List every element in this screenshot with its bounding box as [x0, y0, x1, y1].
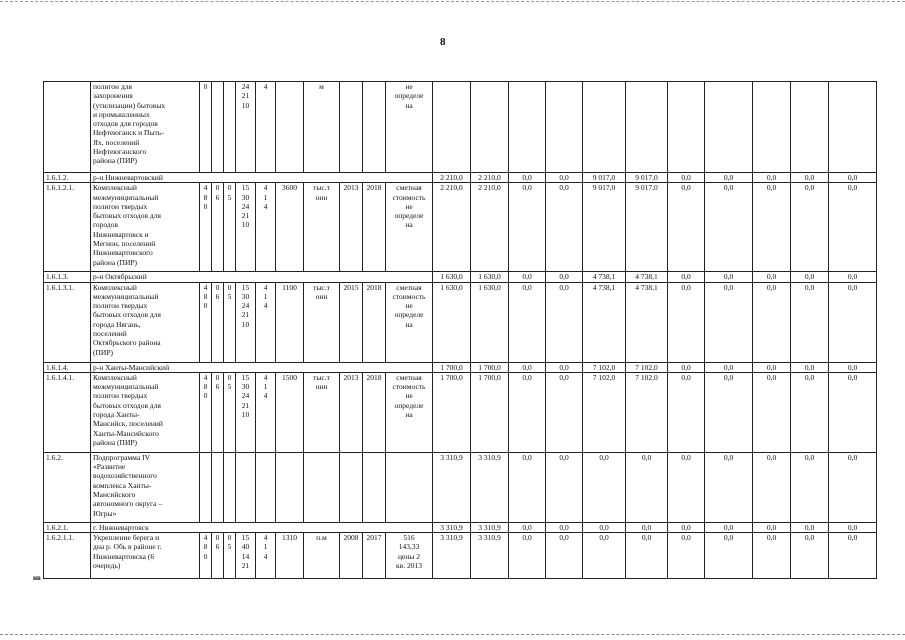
table-row	[44, 372, 877, 452]
row-number-cell: 1.6.1.3.	[44, 272, 91, 282]
amount-cell: 0,0	[668, 173, 705, 183]
amount-cell: 0,0	[583, 522, 626, 532]
amount-cell	[471, 82, 509, 173]
attribute-cell: 4 8 0	[200, 282, 212, 362]
attribute-cell: 1310	[276, 533, 304, 579]
attribute-cell: 2015	[340, 282, 363, 362]
attribute-cell	[236, 452, 256, 522]
amount-cell: 0,0	[791, 282, 829, 362]
attribute-cell: 2013	[340, 183, 363, 272]
amount-cell: 0,0	[509, 173, 546, 183]
amount-cell: 1 700,0	[471, 362, 509, 372]
attribute-cell: 4 1 4	[256, 372, 276, 452]
table-row	[44, 183, 877, 272]
object-name-cell: Комплексный межмуниципальный полигон твердых бытовых отходов для города Ханты- Мансийск, поселений Ханты-Мансийского района (ПИР)	[91, 372, 200, 452]
attribute-cell	[212, 82, 224, 173]
attribute-cell: сметная стоимость не определе на	[386, 282, 433, 362]
object-name-cell: полигон для захоронения (утилизации) бытовых и промышленных отходов для городов Нефтеюганск и Пыть- Ях, поселений Нефтеюганского района (ПИР)	[91, 82, 200, 173]
attribute-cell: 1100	[276, 282, 304, 362]
attribute-cell: 0 6	[212, 183, 224, 272]
attribute-cell: 2018	[363, 282, 386, 362]
amount-cell: 0,0	[791, 452, 829, 522]
amount-cell: 0,0	[546, 522, 583, 532]
amount-cell: 3 310,9	[471, 452, 509, 522]
amount-cell: 3 310,9	[433, 522, 471, 532]
amount-cell: 0,0	[509, 362, 546, 372]
attribute-cell: 2017	[363, 533, 386, 579]
amount-cell: 0,0	[546, 362, 583, 372]
amount-cell: 0,0	[753, 533, 791, 579]
table-body	[44, 82, 877, 579]
amount-cell: 1 630,0	[471, 272, 509, 282]
attribute-cell: сметная стоимость не определе на	[386, 372, 433, 452]
page-number: 8	[440, 36, 446, 48]
amount-cell: 7 102,0	[626, 372, 668, 452]
amount-cell: 0,0	[705, 183, 753, 272]
amount-cell: 0,0	[791, 533, 829, 579]
attribute-cell: 2018	[363, 183, 386, 272]
amount-cell: 0,0	[791, 183, 829, 272]
row-number-cell: 1.6.1.4.	[44, 362, 91, 372]
amount-cell	[626, 82, 668, 173]
amount-cell: 0,0	[753, 173, 791, 183]
attribute-cell: сметная стоимость не определе на	[386, 183, 433, 272]
table-row	[44, 282, 877, 362]
amount-cell: 0,0	[509, 533, 546, 579]
object-name-cell: Подпрограмма IV «Развитие водохозяйственного комплекса Ханты- Мансийского автономного округа – Югры»	[91, 452, 200, 522]
amount-cell: 7 102,0	[626, 362, 668, 372]
attribute-cell: 2008	[340, 533, 363, 579]
amount-cell: 0,0	[705, 452, 753, 522]
amount-cell: 0,0	[668, 522, 705, 532]
attribute-cell	[224, 452, 236, 522]
attribute-cell: 0 5	[224, 282, 236, 362]
amount-cell: 0,0	[509, 522, 546, 532]
attribute-cell: 0 6	[212, 282, 224, 362]
amount-cell: 0,0	[668, 362, 705, 372]
attribute-cell: 0 6	[212, 372, 224, 452]
amount-cell: 1 700,0	[433, 362, 471, 372]
amount-cell: 0,0	[509, 183, 546, 272]
attribute-cell	[304, 452, 340, 522]
attribute-cell: 2018	[363, 372, 386, 452]
table-row	[44, 362, 877, 372]
amount-cell: 1 630,0	[433, 272, 471, 282]
amount-cell: 0,0	[583, 533, 626, 579]
attribute-cell: 516 143,33 цены 2 кв. 2013	[386, 533, 433, 579]
amount-cell: 0,0	[753, 362, 791, 372]
object-name-cell: Укрепление берега и дна р. Обь в районе г. Нижневартовска (6 очередь)	[91, 533, 200, 579]
amount-cell: 0,0	[583, 452, 626, 522]
row-number-cell: 1.6.1.3.1.	[44, 282, 91, 362]
attribute-cell: 0	[200, 82, 212, 173]
amount-cell: 0,0	[668, 183, 705, 272]
amount-cell: 0,0	[829, 272, 877, 282]
amount-cell: 0,0	[668, 452, 705, 522]
amount-cell: 3 310,9	[433, 533, 471, 579]
table-row	[44, 452, 877, 522]
amount-cell: 9 017,0	[626, 183, 668, 272]
amount-cell: 0,0	[546, 173, 583, 183]
amount-cell: 3 310,9	[471, 522, 509, 532]
amount-cell	[509, 82, 546, 173]
amount-cell	[829, 82, 877, 173]
amount-cell: 4 738,1	[583, 272, 626, 282]
amount-cell: 1 700,0	[433, 372, 471, 452]
amount-cell: 0,0	[705, 272, 753, 282]
amount-cell: 1 630,0	[471, 282, 509, 362]
row-number-cell: 1.6.2.1.1.	[44, 533, 91, 579]
amount-cell: 0,0	[668, 272, 705, 282]
attribute-cell: 15 40 14 21	[236, 533, 256, 579]
amount-cell: 0,0	[791, 173, 829, 183]
attribute-cell: м	[304, 82, 340, 173]
amount-cell: 0,0	[546, 272, 583, 282]
amount-cell: 9 017,0	[583, 173, 626, 183]
amount-cell	[753, 82, 791, 173]
amount-cell: 0,0	[705, 282, 753, 362]
amount-cell	[546, 82, 583, 173]
attribute-cell	[363, 452, 386, 522]
attribute-cell	[340, 82, 363, 173]
amount-cell: 0,0	[546, 372, 583, 452]
amount-cell: 0,0	[546, 282, 583, 362]
attribute-cell: 4 1 4	[256, 282, 276, 362]
attribute-cell: 4 8 0	[200, 533, 212, 579]
row-number-cell: 1.6.2.1.	[44, 522, 91, 532]
amount-cell: 0,0	[626, 452, 668, 522]
amount-cell: 7 102,0	[583, 362, 626, 372]
amount-cell: 2 210,0	[471, 173, 509, 183]
object-name-cell: Комплексный межмуниципальный полигон твердых бытовых отходов для города Нягань, поселений Октябрьского района (ПИР)	[91, 282, 200, 362]
attribute-cell: 15 30 24 21 10	[236, 183, 256, 272]
program-table	[43, 81, 877, 579]
amount-cell: 0,0	[829, 183, 877, 272]
attribute-cell: 4	[256, 82, 276, 173]
row-number-cell	[44, 82, 91, 173]
amount-cell	[583, 82, 626, 173]
amount-cell: 0,0	[509, 452, 546, 522]
amount-cell: 0,0	[791, 272, 829, 282]
amount-cell: 0,0	[509, 282, 546, 362]
table-row	[44, 173, 877, 183]
attribute-cell: 0 5	[224, 372, 236, 452]
amount-cell: 0,0	[705, 522, 753, 532]
attribute-cell: 2013	[340, 372, 363, 452]
amount-cell: 0,0	[829, 362, 877, 372]
amount-cell: 0,0	[668, 372, 705, 452]
amount-cell: 0,0	[791, 522, 829, 532]
row-number-cell: 1.6.1.2.1.	[44, 183, 91, 272]
attribute-cell: тыс.т онн	[304, 282, 340, 362]
amount-cell: 0,0	[705, 173, 753, 183]
bottom-scan-edge	[0, 634, 905, 635]
amount-cell: 0,0	[829, 533, 877, 579]
amount-cell: 2 210,0	[433, 173, 471, 183]
row-number-cell: 1.6.2.	[44, 452, 91, 522]
amount-cell: 0,0	[753, 183, 791, 272]
amount-cell: 4 738,1	[583, 282, 626, 362]
amount-cell: 4 738,1	[626, 272, 668, 282]
attribute-cell	[340, 452, 363, 522]
object-name-cell: р-н Октябрьский	[91, 272, 433, 282]
amount-cell: 9 017,0	[626, 173, 668, 183]
attribute-cell: 15 30 24 21 10	[236, 282, 256, 362]
row-number-cell: 1.6.1.4.1.	[44, 372, 91, 452]
footnote-initials: нв	[33, 574, 41, 582]
amount-cell: 2 210,0	[433, 183, 471, 272]
amount-cell: 0,0	[705, 372, 753, 452]
amount-cell: 1 630,0	[433, 282, 471, 362]
attribute-cell: 4 8 0	[200, 372, 212, 452]
amount-cell: 0,0	[626, 533, 668, 579]
attribute-cell: 4 1 4	[256, 533, 276, 579]
attribute-cell	[200, 452, 212, 522]
amount-cell: 0,0	[753, 372, 791, 452]
object-name-cell: р-н Ханты-Мансийский	[91, 362, 433, 372]
attribute-cell: не определе на	[386, 82, 433, 173]
amount-cell: 0,0	[829, 372, 877, 452]
amount-cell	[705, 82, 753, 173]
amount-cell: 0,0	[626, 522, 668, 532]
attribute-cell	[256, 452, 276, 522]
table-row	[44, 272, 877, 282]
attribute-cell: п.м	[304, 533, 340, 579]
amount-cell: 0,0	[791, 372, 829, 452]
attribute-cell: 0 5	[224, 183, 236, 272]
amount-cell: 0,0	[668, 533, 705, 579]
attribute-cell: 4 8 0	[200, 183, 212, 272]
amount-cell: 0,0	[668, 282, 705, 362]
attribute-cell: тыс.т онн	[304, 183, 340, 272]
amount-cell: 0,0	[509, 372, 546, 452]
amount-cell: 0,0	[705, 533, 753, 579]
attribute-cell: 4 1 4	[256, 183, 276, 272]
attribute-cell: тыс.т онн	[304, 372, 340, 452]
amount-cell	[791, 82, 829, 173]
top-scan-edge	[0, 1, 905, 2]
amount-cell: 0,0	[753, 452, 791, 522]
object-name-cell: Комплексный межмуниципальный полигон твердых бытовых отходов для городов Нижневартовск и Мегион, поселений Нижневартовского района (ПИР)	[91, 183, 200, 272]
attribute-cell: 0 6	[212, 533, 224, 579]
attribute-cell	[276, 82, 304, 173]
amount-cell: 1 700,0	[471, 372, 509, 452]
amount-cell: 9 017,0	[583, 183, 626, 272]
attribute-cell	[363, 82, 386, 173]
amount-cell: 4 738,1	[626, 282, 668, 362]
amount-cell: 0,0	[509, 272, 546, 282]
attribute-cell: 1500	[276, 372, 304, 452]
amount-cell: 0,0	[829, 173, 877, 183]
table-row	[44, 82, 877, 173]
amount-cell: 0,0	[829, 522, 877, 532]
attribute-cell	[212, 452, 224, 522]
amount-cell: 0,0	[829, 282, 877, 362]
attribute-cell: 24 21 10	[236, 82, 256, 173]
attribute-cell	[386, 452, 433, 522]
row-number-cell: 1.6.1.2.	[44, 173, 91, 183]
attribute-cell: 3600	[276, 183, 304, 272]
amount-cell	[668, 82, 705, 173]
amount-cell: 7 102,0	[583, 372, 626, 452]
amount-cell	[433, 82, 471, 173]
table-row	[44, 533, 877, 579]
amount-cell: 0,0	[753, 272, 791, 282]
object-name-cell: г. Нижневартовск	[91, 522, 433, 532]
amount-cell: 0,0	[546, 452, 583, 522]
amount-cell: 3 310,9	[433, 452, 471, 522]
amount-cell: 0,0	[546, 183, 583, 272]
amount-cell: 0,0	[791, 362, 829, 372]
attribute-cell: 0 5	[224, 533, 236, 579]
attribute-cell	[224, 82, 236, 173]
amount-cell: 0,0	[546, 533, 583, 579]
object-name-cell: р-н Нижневартовский	[91, 173, 433, 183]
table-row	[44, 522, 877, 532]
amount-cell: 0,0	[753, 282, 791, 362]
amount-cell: 3 310,9	[471, 533, 509, 579]
amount-cell: 2 210,0	[471, 183, 509, 272]
attribute-cell: 15 30 24 21 10	[236, 372, 256, 452]
attribute-cell	[276, 452, 304, 522]
amount-cell: 0,0	[753, 522, 791, 532]
amount-cell: 0,0	[705, 362, 753, 372]
amount-cell: 0,0	[829, 452, 877, 522]
